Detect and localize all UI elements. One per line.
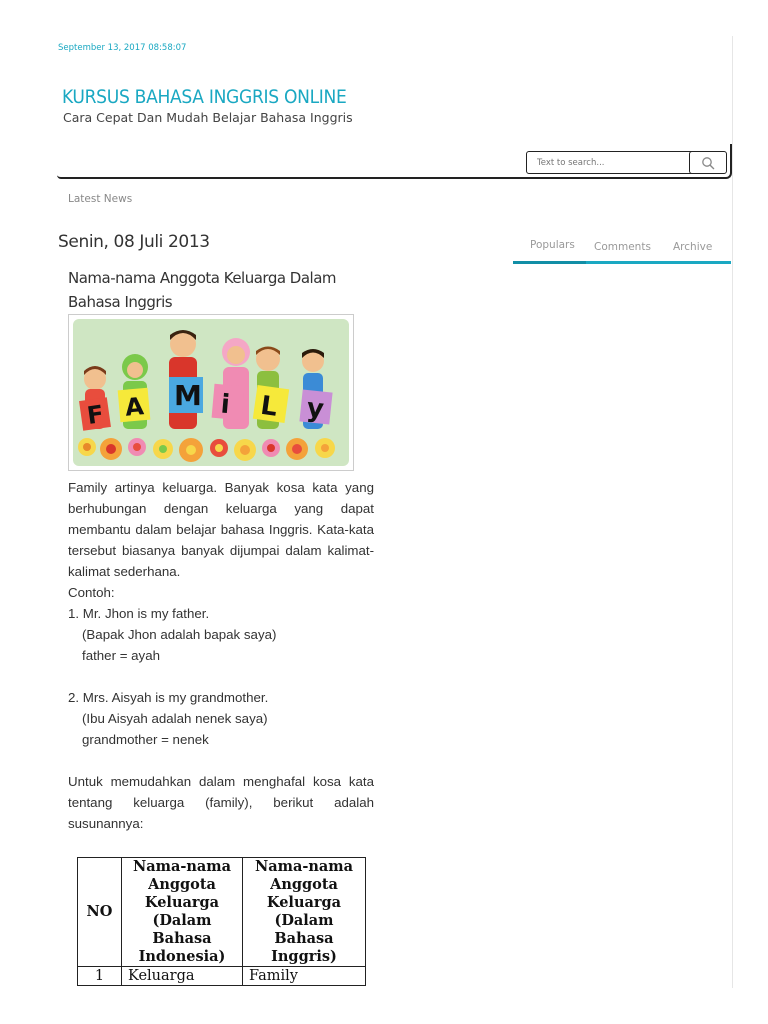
table-header-no: NO xyxy=(78,858,122,967)
example-1-word: father = ayah xyxy=(82,648,160,663)
search-input[interactable] xyxy=(527,152,689,173)
family-image[interactable] xyxy=(68,314,354,471)
letter-y: y xyxy=(305,393,326,425)
table-header-indonesian: Nama-nama Anggota Keluarga (Dalam Bahasa Indonesia) xyxy=(122,858,243,967)
letter-m: M xyxy=(174,379,202,412)
family-illustration xyxy=(73,319,349,466)
search-icon xyxy=(701,156,715,170)
post-body xyxy=(68,477,374,834)
header-timestamp: September 13, 2017 08:58:07 xyxy=(58,43,187,53)
table-cell-english: Family xyxy=(243,967,366,986)
table-header-row xyxy=(78,858,366,967)
latest-news-link[interactable]: Latest News xyxy=(68,193,133,205)
example-label: Contoh: xyxy=(68,585,115,600)
table-cell-indonesian: Keluarga xyxy=(122,967,243,986)
sidebar-tabs xyxy=(513,235,731,264)
letter-f: F xyxy=(85,399,106,430)
example-2-translation: (Ibu Aisyah adalah nenek saya) xyxy=(82,711,268,726)
tab-populars[interactable]: Populars xyxy=(530,239,575,251)
search-button[interactable] xyxy=(689,151,727,174)
example-2-sentence: 2. Mrs. Aisyah is my grandmother. xyxy=(68,690,269,705)
post-outro-paragraph: Untuk memudahkan dalam menghafal kosa kata tentang keluarga (family), berikut adalah susunannya: xyxy=(68,774,374,831)
site-title-link[interactable]: KURSUS BAHASA INGGRIS ONLINE xyxy=(62,86,347,108)
tab-comments[interactable]: Comments xyxy=(594,241,651,253)
letter-l: L xyxy=(258,390,280,423)
letter-a: A xyxy=(123,392,145,422)
example-1-translation: (Bapak Jhon adalah bapak saya) xyxy=(82,627,277,642)
letter-i: i xyxy=(219,389,231,421)
post-intro-paragraph: Family artinya keluarga. Banyak kosa kata yang berhubungan dengan keluarga yang dapat membantu dalam belajar bahasa Inggris. Kata-kata tersebut biasanya banyak dijumpai dalam kalimat-kalimat sederhana. xyxy=(68,480,374,579)
active-tab-indicator xyxy=(513,261,586,264)
post-date-heading: Senin, 08 Juli 2013 xyxy=(58,232,210,252)
family-vocabulary-table xyxy=(77,857,366,986)
tab-archive[interactable]: Archive xyxy=(673,241,713,253)
search-form xyxy=(526,151,726,174)
table-row xyxy=(78,967,366,986)
post-title-link[interactable]: Nama-nama Anggota Keluarga Dalam Bahasa Inggris xyxy=(68,269,337,311)
site-description: Cara Cepat Dan Mudah Belajar Bahasa Inggris xyxy=(63,110,353,125)
table-header-english: Nama-nama Anggota Keluarga (Dalam Bahasa Inggris) xyxy=(243,858,366,967)
table-cell-no: 1 xyxy=(78,967,122,986)
example-2-word: grandmother = nenek xyxy=(82,732,209,747)
content-right-border xyxy=(732,36,733,988)
example-1-sentence: 1. Mr. Jhon is my father. xyxy=(68,606,210,621)
